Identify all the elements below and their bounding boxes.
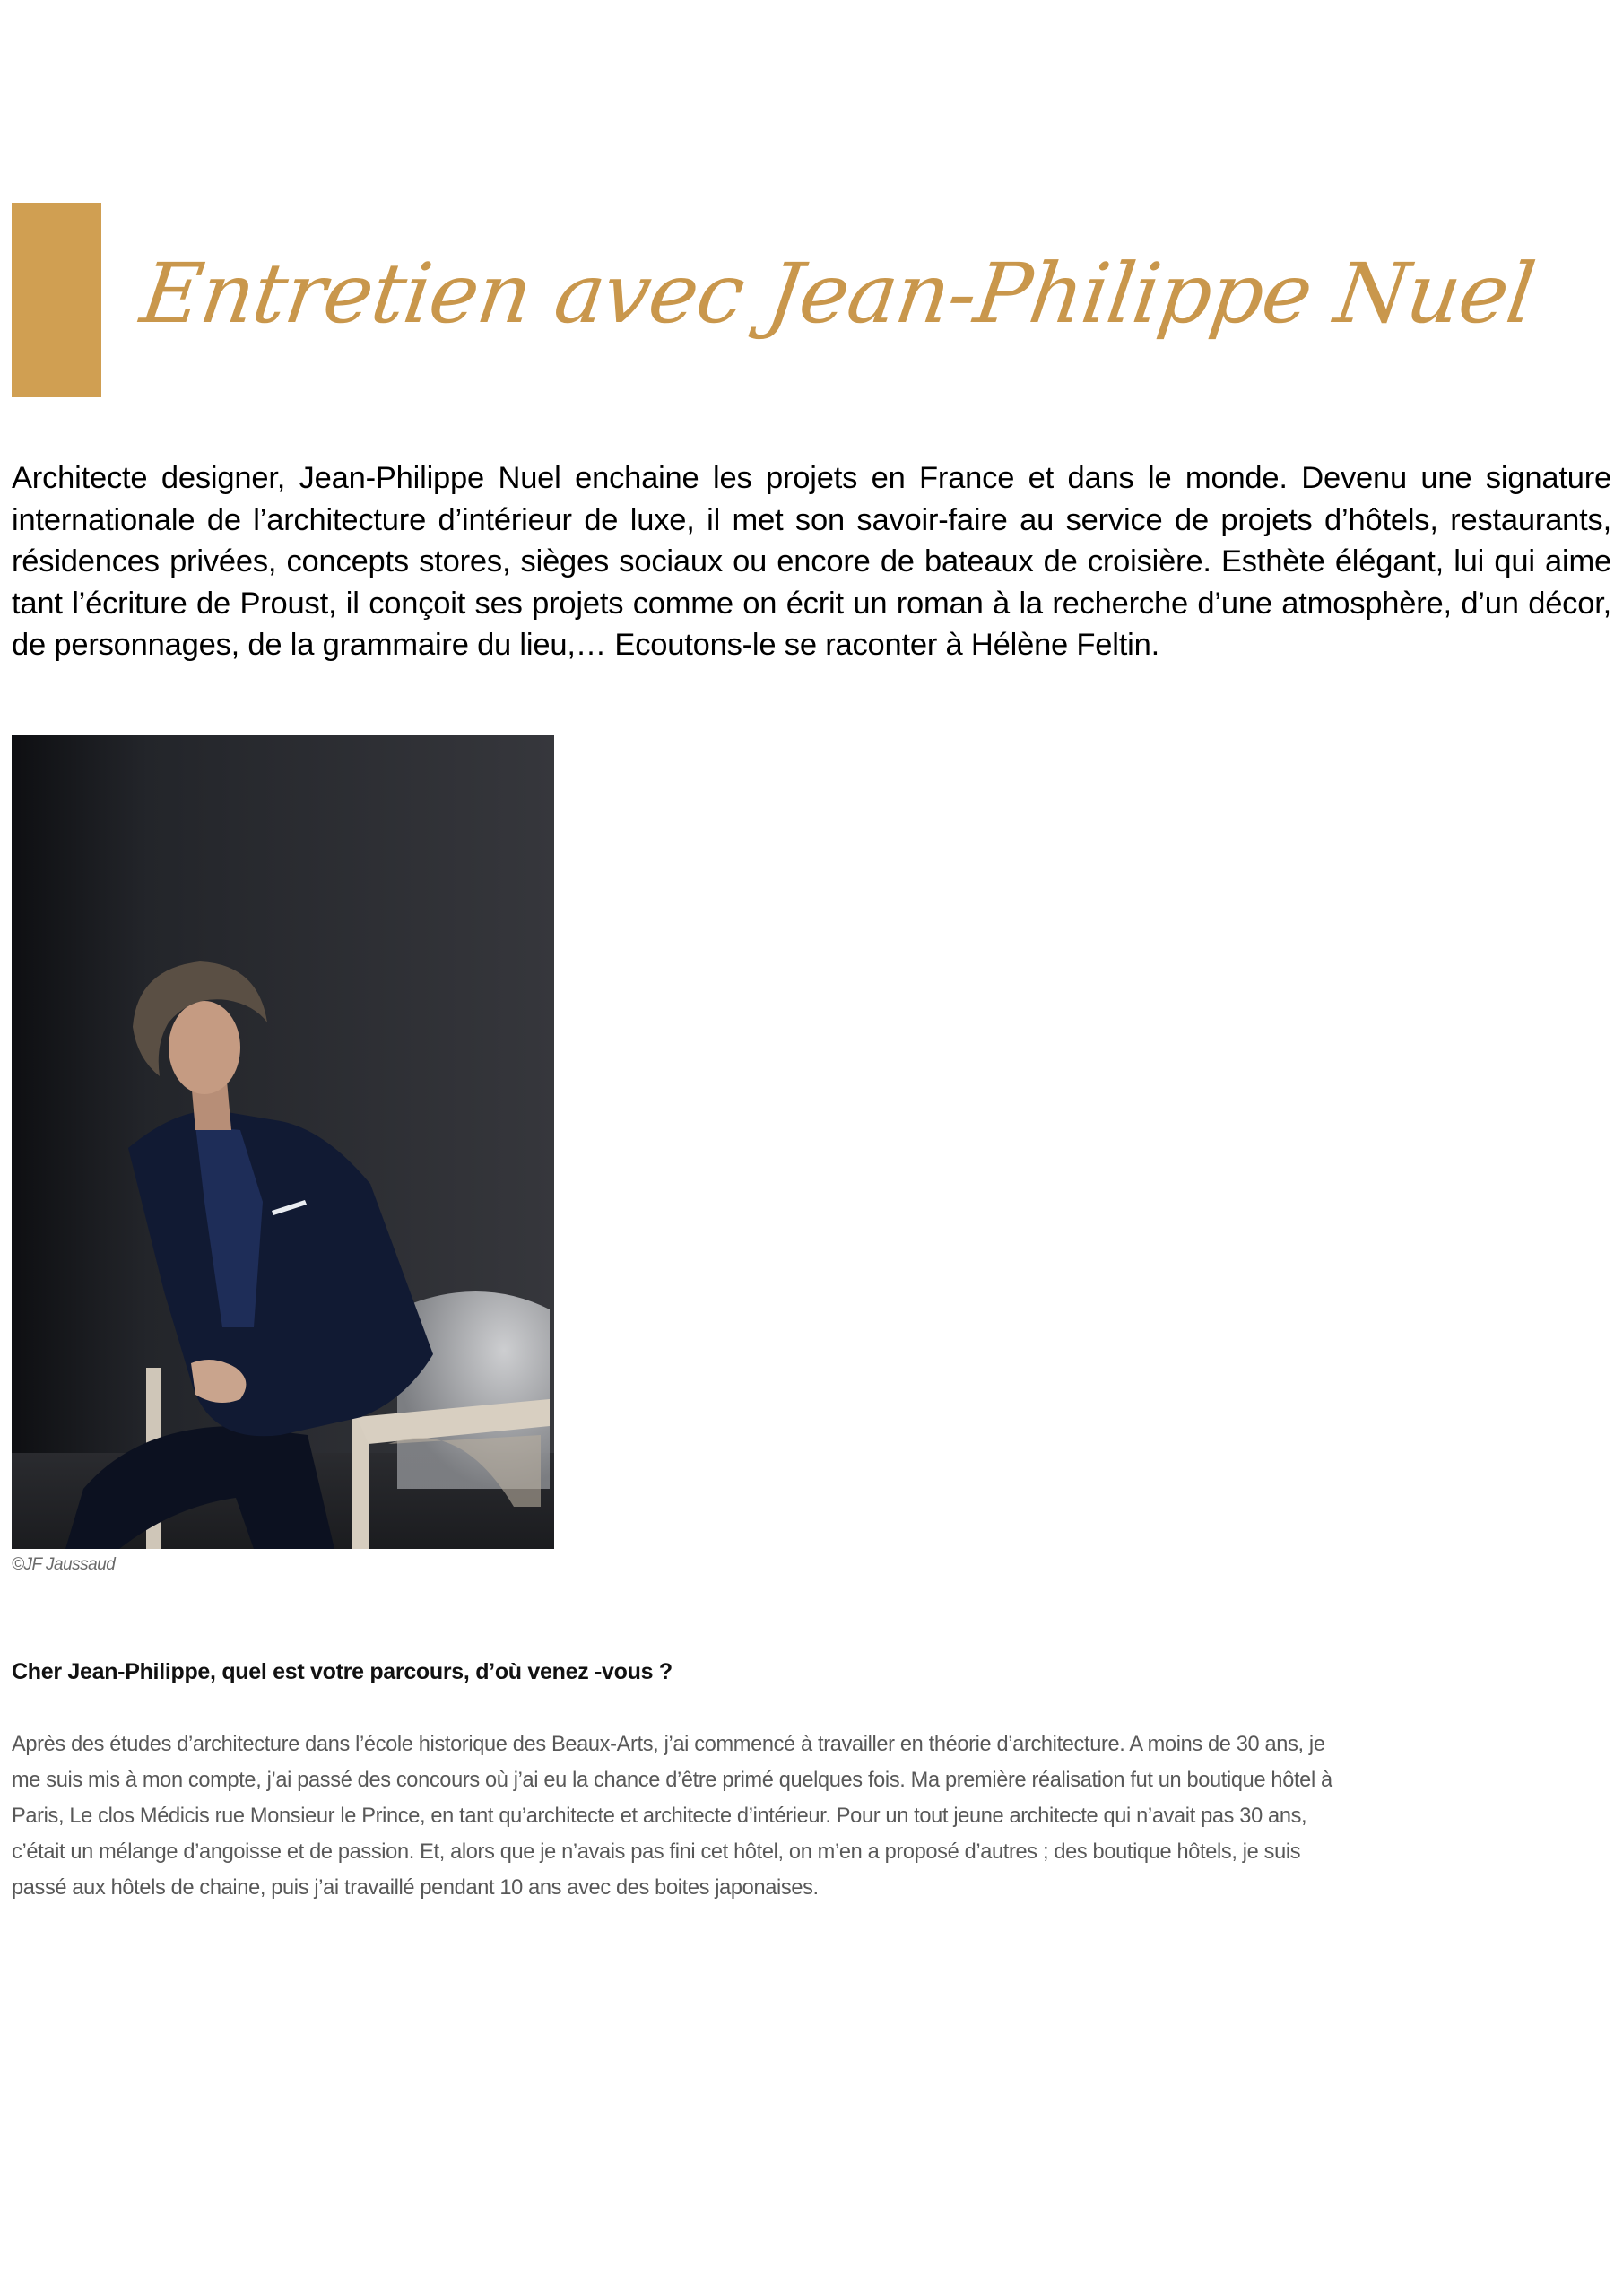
portrait-photo <box>12 735 554 1549</box>
intro-paragraph: Architecte designer, Jean-Philippe Nuel enchaine les projets en France et dans le monde. Devenu une signature internationale de l’architecture d’intérieur de luxe, il met son savoir-faire au service de projets d’hôtels, restaurants, résidences privées, concepts stores, sièges sociaux ou encore de bateaux de croisière. Esthète élégant, lui qui aime tant l’écriture de Proust, il conçoit ses projets comme on écrit un roman à la recherche d’une atmosphère, d’un décor, de personnages, de la grammaire du lieu,… Ecoutons-le se raconter à Hélène Feltin. <box>12 461 1611 662</box>
title-accent-bar <box>12 203 101 397</box>
interview-answer <box>12 1726 1617 1906</box>
answer-line: Paris, Le clos Médicis rue Monsieur le Prince, en tant qu’architecte et architecte d’intérieur. Pour un tout jeune architecte qui n’avait pas 30 ans, <box>12 1805 1307 1828</box>
interview-question: Cher Jean-Philippe, quel est votre parcours, d’où venez -vous ? <box>12 1659 673 1684</box>
answer-line: passé aux hôtels de chaine, puis j’ai travaillé pendant 10 ans avec des boites japonaises. <box>12 1876 819 1900</box>
photo-credit: ©JF Jaussaud <box>12 1555 116 1574</box>
answer-line: c’était un mélange d’angoisse et de passion. Et, alors que je n’avais pas fini cet hôtel, on m’en a proposé d’autres ; des boutique hôtels, je suis <box>12 1840 1301 1864</box>
answer-line: me suis mis à mon compte, j’ai passé des concours où j’ai eu la chance d’être primé quelques fois. Ma première réalisation fut un boutique hôtel à <box>12 1769 1332 1792</box>
answer-line: Après des études d’architecture dans l’école historique des Beaux-Arts, j’ai commencé à travailler en théorie d’architecture. A moins de 30 ans, je <box>12 1733 1325 1756</box>
page-title: Entretien avec Jean-Philippe Nuel <box>135 246 1541 342</box>
